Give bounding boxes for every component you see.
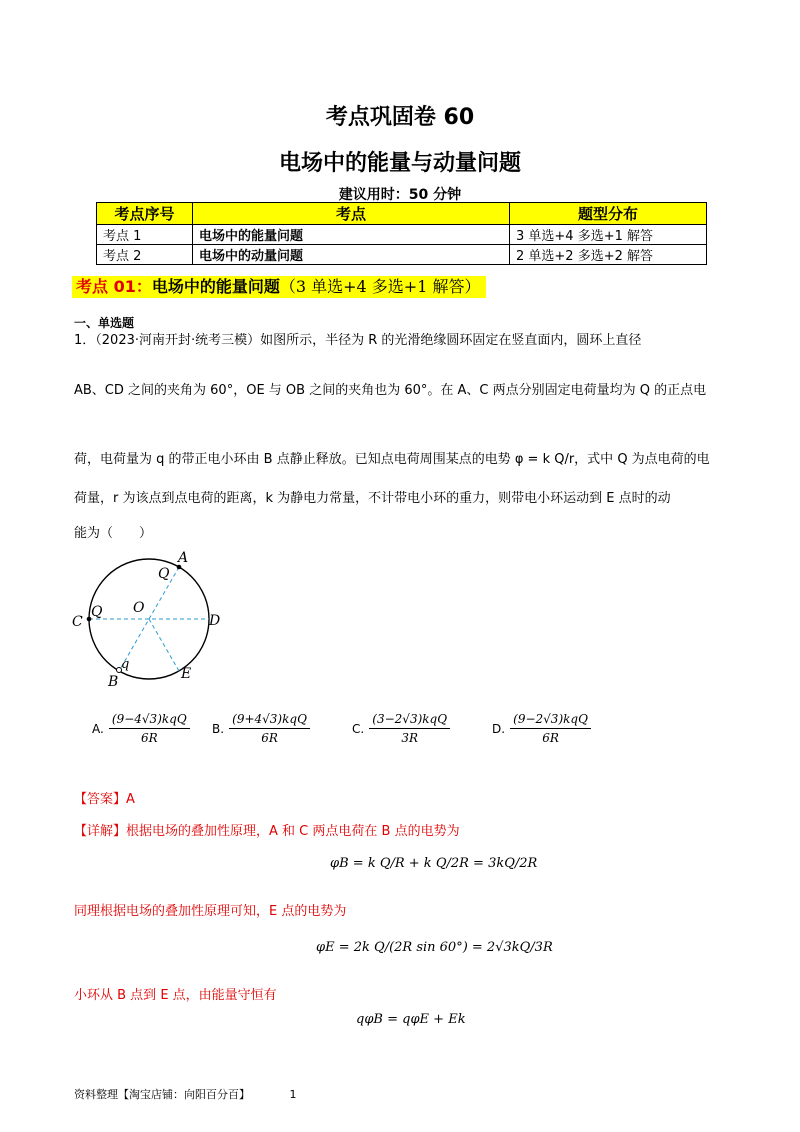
option-denominator: 6R xyxy=(261,731,278,745)
option-a xyxy=(92,712,190,745)
page-subtitle: 电场中的能量与动量问题 xyxy=(278,151,521,176)
table-cell: 2 单选+2 多选+2 解答 xyxy=(510,245,707,265)
option-fraction xyxy=(510,712,591,745)
option-numerator: (9+4√3)kqQ xyxy=(229,712,310,729)
circle-figure xyxy=(66,546,236,694)
table-header-cell: 考点序号 xyxy=(97,203,193,225)
option-c xyxy=(352,712,450,745)
table-row xyxy=(97,245,707,265)
footer xyxy=(74,1086,297,1102)
option-fraction xyxy=(109,712,190,745)
question-line: 1．（2023·河南开封·统考三模）如图所示，半径为 R 的光滑绝缘圆环固定在竖直面内，圆环上直径 xyxy=(74,333,642,348)
label-o: O xyxy=(133,600,145,616)
equation-phi-b: φB = k Q/R + k Q/2R = 3kQ/2R xyxy=(330,856,538,871)
option-fraction xyxy=(229,712,310,745)
option-numerator: (9−4√3)kqQ xyxy=(109,712,190,729)
option-label: D. xyxy=(492,722,506,736)
table-header-row xyxy=(97,203,707,225)
option-label: A. xyxy=(92,722,104,736)
kaodian-title: 电场中的能量问题 xyxy=(151,277,280,296)
question-line: 荷，电荷量为 q 的带正电小环由 B 点静止释放。已知点电荷周围某点的电势 φ = k Q/r，式中 Q 为点电荷的电 xyxy=(74,452,710,467)
option-numerator: (3−2√3)kqQ xyxy=(369,712,450,729)
kaodian-banner xyxy=(72,276,486,298)
detail-line xyxy=(74,820,460,839)
label-q-top: Q xyxy=(158,566,170,582)
equation-phi-e: φE = 2k Q/(2R sin 60°) = 2√3kQ/3R xyxy=(316,940,553,955)
table-cell: 电场中的动量问题 xyxy=(193,245,510,265)
label-d: D xyxy=(209,613,221,629)
option-label: C. xyxy=(352,722,365,736)
label-a: A xyxy=(178,550,189,566)
radius-oe xyxy=(149,619,179,671)
page-title: 考点巩固卷 60 xyxy=(325,105,475,130)
distribution-table xyxy=(96,202,707,265)
option-label: B. xyxy=(212,722,225,736)
answer-label: 【答案】A xyxy=(74,792,135,807)
detail-label: 【详解】 xyxy=(74,824,127,839)
table-row xyxy=(97,225,707,245)
detail-text: 根据电场的叠加性原理，A 和 C 两点电荷在 B 点的电势为 xyxy=(126,824,460,839)
option-fraction xyxy=(369,712,450,745)
question-line: 荷量，r 为该点到点电荷的距离，k 为静电力常量，不计带电小环的重力，则带电小环运动到 E 点时的动 xyxy=(74,491,671,506)
label-b: B xyxy=(108,674,119,690)
question-line: AB、CD 之间的夹角为 60°，OE 与 OB 之间的夹角也为 60°。在 A、C 两点分别固定电荷量均为 Q 的正点电 xyxy=(74,383,707,398)
option-denominator: 6R xyxy=(542,731,559,745)
page-number: 1 xyxy=(289,1088,297,1101)
label-e: E xyxy=(181,666,192,682)
table-header-cell: 考点 xyxy=(193,203,510,225)
option-denominator: 3R xyxy=(401,731,419,745)
option-denominator: 6R xyxy=(140,731,158,745)
section-title: 一、单选题 xyxy=(74,316,135,330)
table-cell: 电场中的能量问题 xyxy=(193,225,510,245)
label-c: C xyxy=(72,614,83,630)
option-d xyxy=(492,712,591,745)
footer-text: 资料整理【淘宝店铺：向阳百分百】 xyxy=(74,1088,250,1101)
table-header-cell: 题型分布 xyxy=(510,203,707,225)
kaodian-dist: （3 单选+4 多选+1 解答） xyxy=(279,277,481,296)
option-b xyxy=(212,712,310,745)
option-numerator: (9−2√3)kqQ xyxy=(510,712,591,729)
label-q-left: Q xyxy=(91,604,103,620)
question-line: 能为（ ） xyxy=(74,526,153,541)
table-cell: 考点 1 xyxy=(97,225,193,245)
label-q-small: q xyxy=(121,657,130,672)
equation-energy: qφB = qφE + Ek xyxy=(356,1012,466,1027)
detail-line: 小环从 B 点到 E 点，由能量守恒有 xyxy=(74,988,277,1003)
detail-line: 同理根据电场的叠加性原理可知，E 点的电势为 xyxy=(74,904,347,919)
suggested-time: 建议用时：50 分钟 xyxy=(338,187,462,203)
kaodian-prefix: 考点 01： xyxy=(76,277,152,296)
table-cell: 3 单选+4 多选+1 解答 xyxy=(510,225,707,245)
table-cell: 考点 2 xyxy=(97,245,193,265)
